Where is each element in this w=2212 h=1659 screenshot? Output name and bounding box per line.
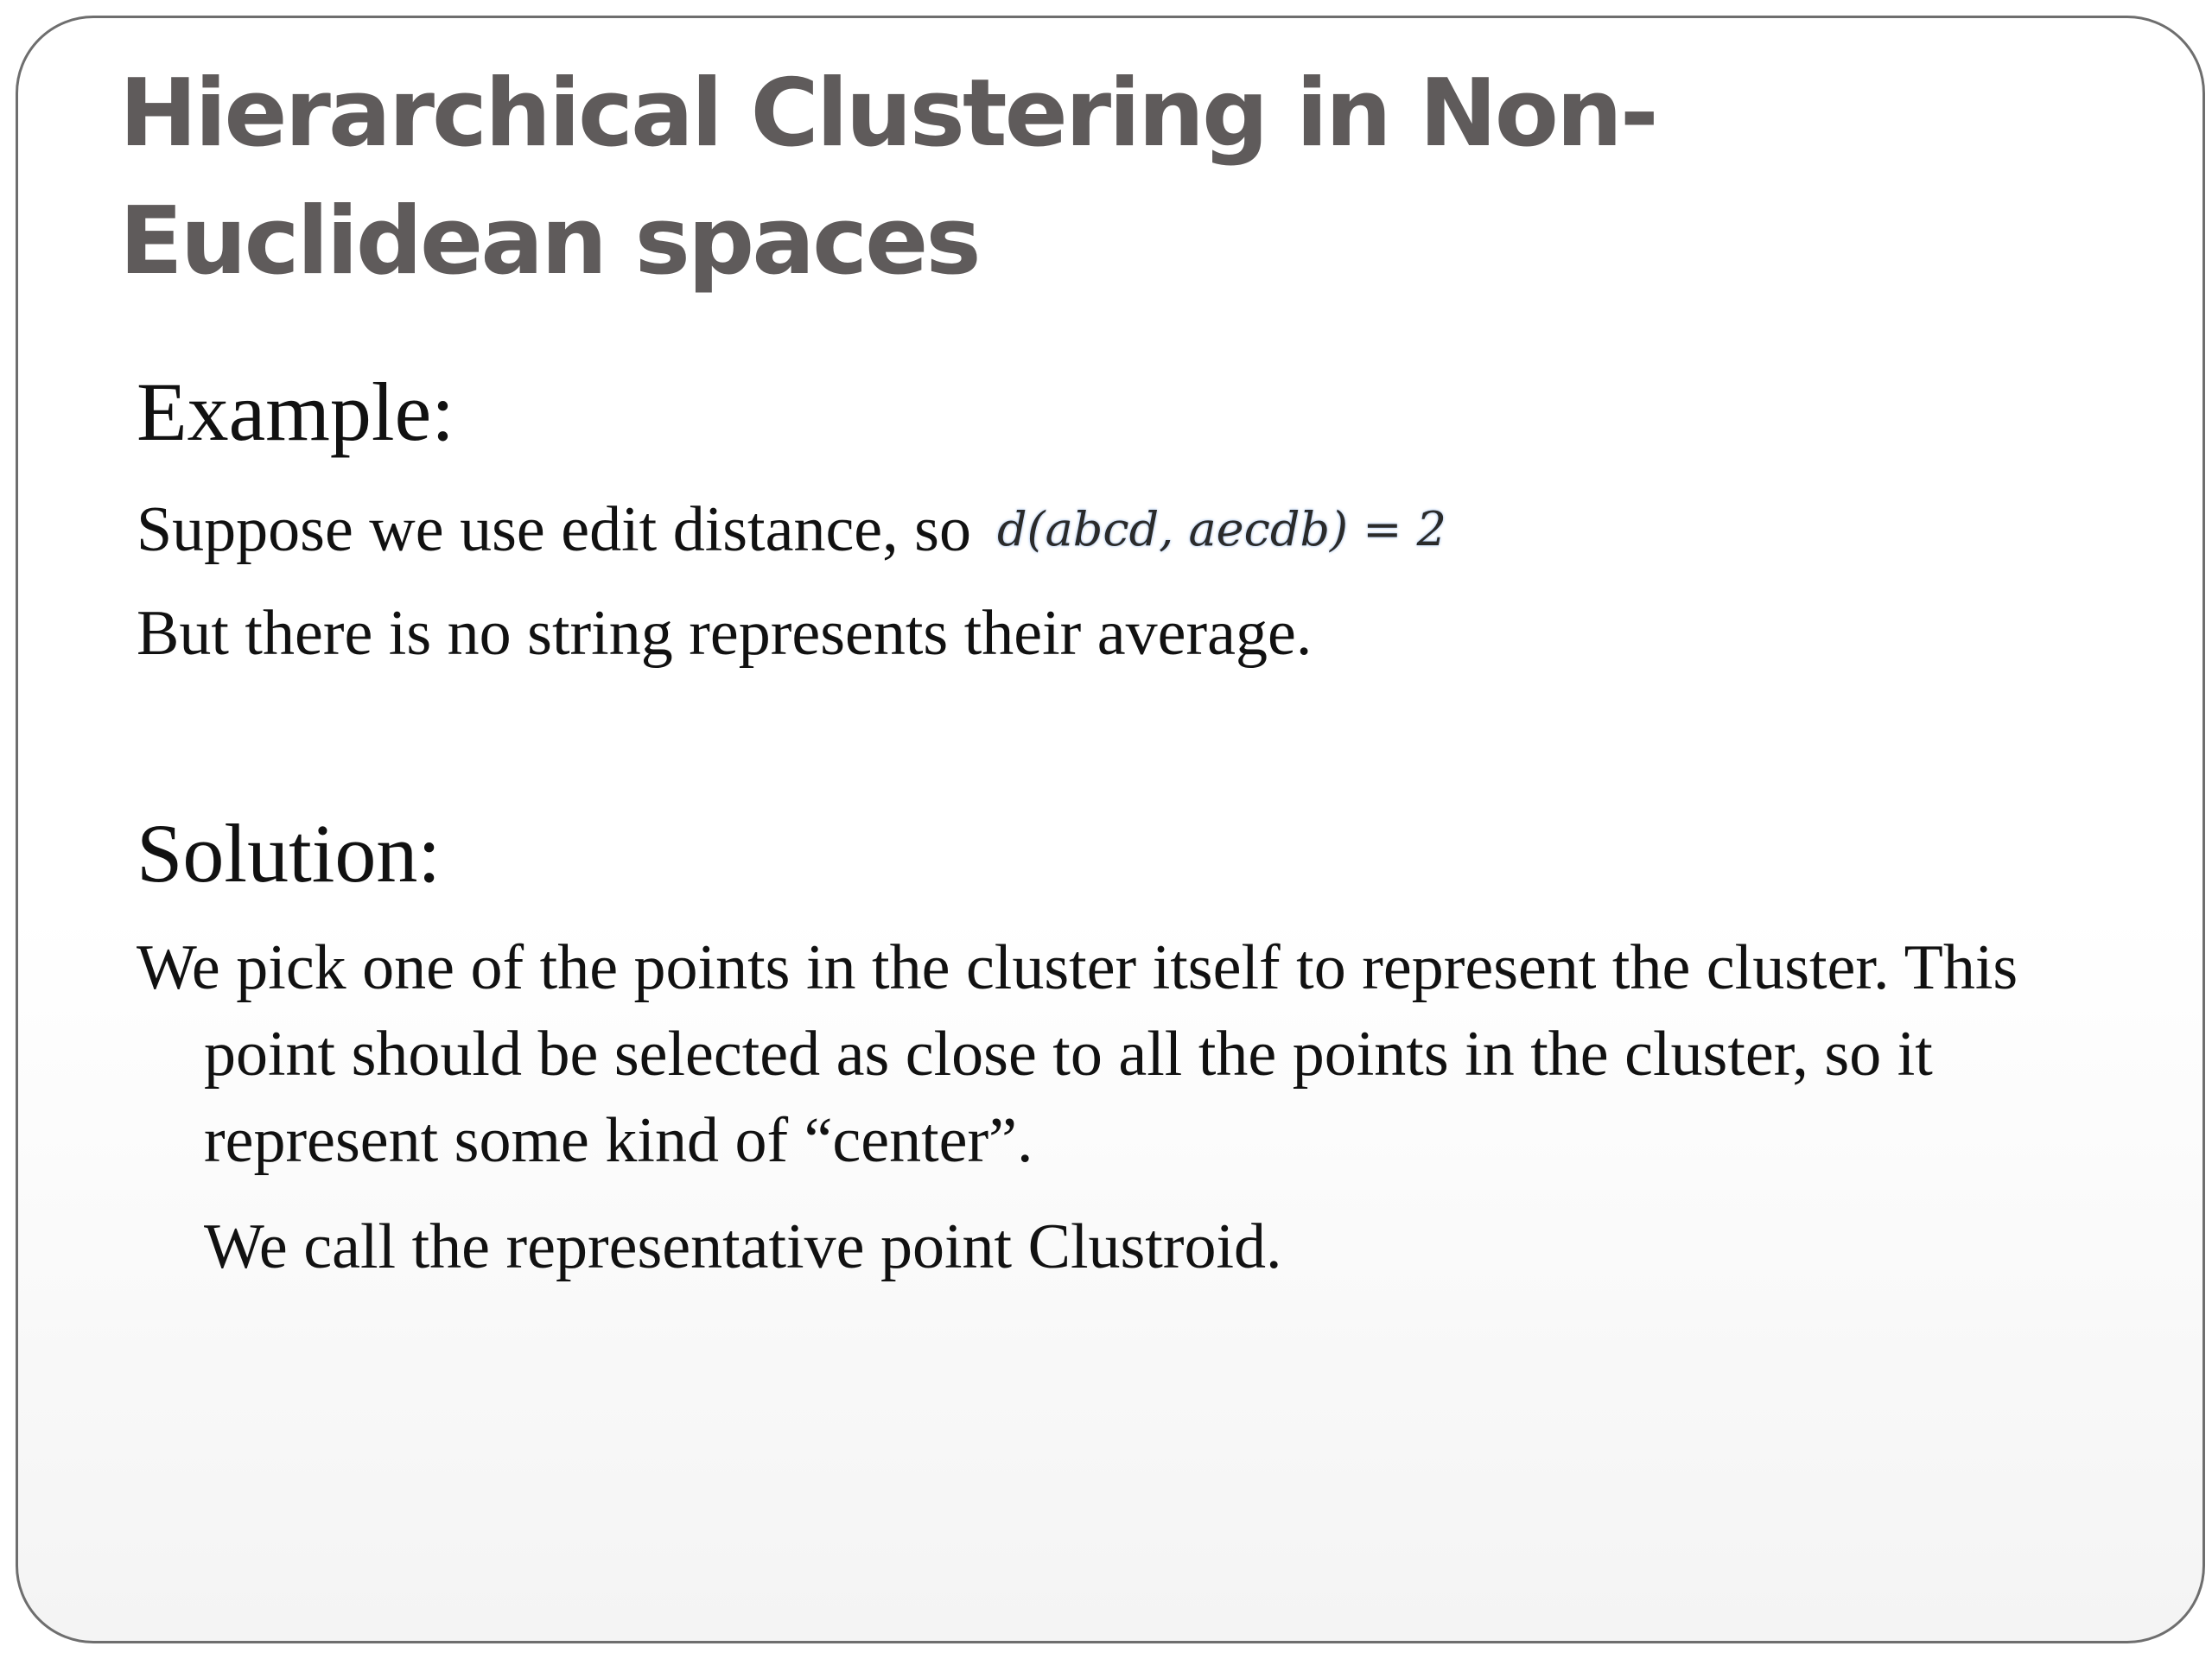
example-line-1-text: Suppose we use edit distance, so	[137, 494, 971, 565]
example-line-1	[137, 488, 1446, 576]
example-heading: Example:	[137, 365, 454, 458]
solution-paragraph: We pick one of the points in the cluster itself to represent the cluster. This point should be selected as close to all the points in the cluster, so it represent some kind of “center”.	[137, 932, 2018, 1176]
solution-line-2: We call the representative point Clustroid.	[204, 1211, 1282, 1282]
edit-distance-formula: d(abcd, aecdb) = 2	[996, 502, 1447, 556]
slide-title: Hierarchical Clustering in Non-Euclidean spaces	[119, 60, 1656, 296]
solution-heading: Solution:	[137, 807, 442, 899]
example-line-2: But there is no string represents their average.	[137, 598, 1313, 669]
